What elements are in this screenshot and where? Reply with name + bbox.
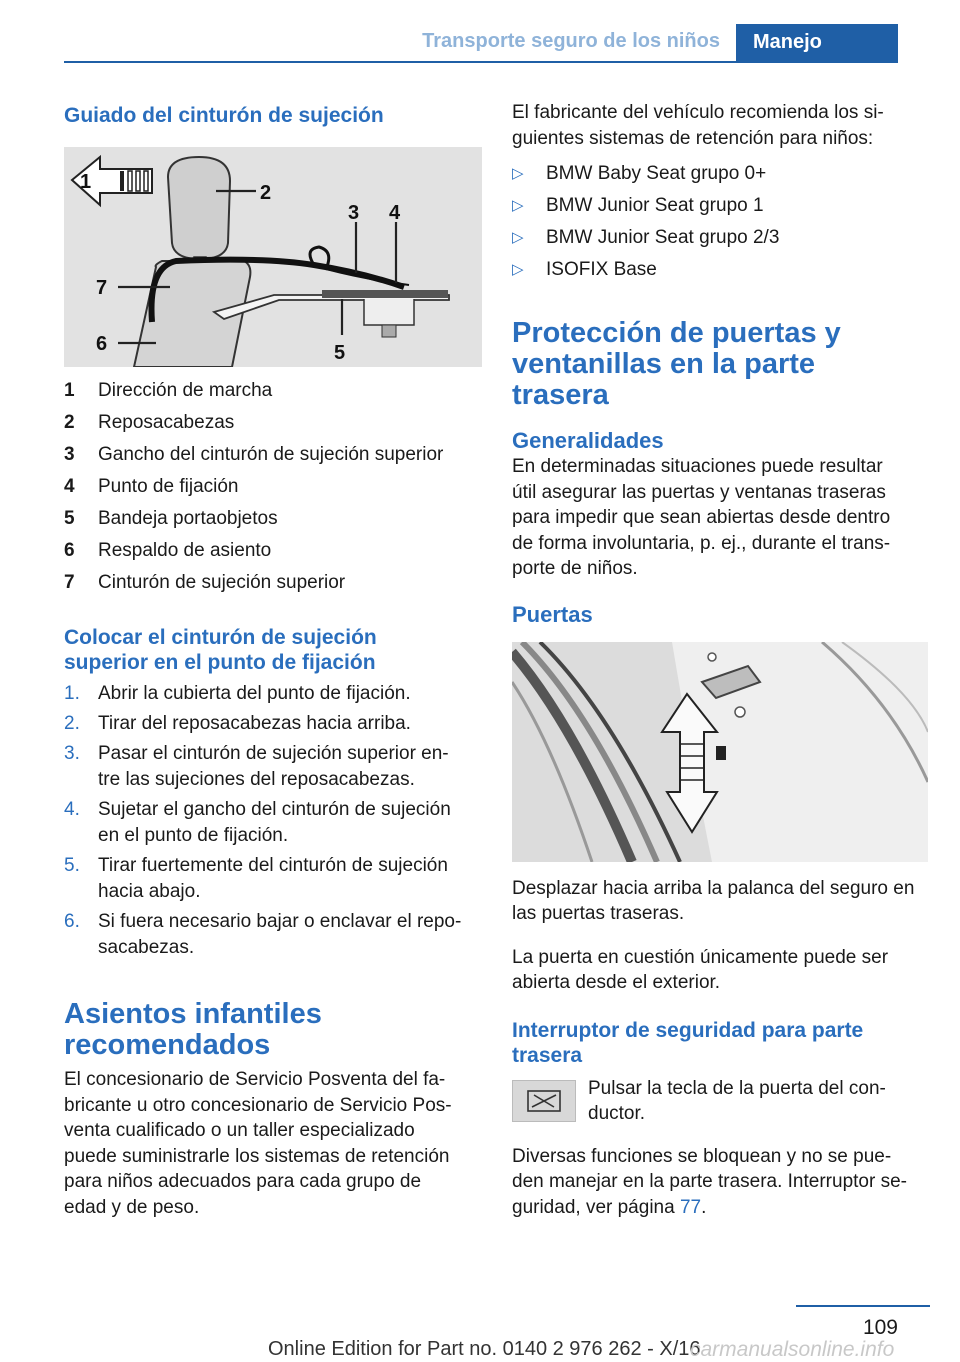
legend-item: 5 Bandeja portaobjetos [64,508,278,529]
final-paragraph: Diversas funciones se bloquean y no se pue- den manejar en la parte trasera. Interruptor se- guridad, ver página 77. [512,1145,907,1218]
legend-item: 6 Respaldo de asiento [64,540,272,561]
figure-label-4: 4 [389,202,401,224]
tether-belt-illustration [64,147,482,367]
legend-item: 2 Reposacabezas [64,412,235,433]
step-item: 3. Pasar el cinturón de sujeción superior en- tre las sujeciones del reposacabezas. [64,743,449,790]
header-rule [64,61,898,63]
seat-list [512,158,930,286]
edition-text: Online Edition for Part no. 0140 2 976 262 - X/16 [268,1338,701,1360]
general-paragraph: En determinadas situaciones puede resultar útil asegurar las puertas y ventanas traseras para impedir que sean abiertas desde dentro de forma involuntaria, p. ej., durante el trans- porte de niños. [512,456,891,579]
figure-label-2: 2 [260,182,272,204]
heading-safety-switch: Interruptor de seguridad para parte trasera [512,1018,864,1067]
right-column [512,100,930,1220]
recommended-seats-paragraph: El concesionario de Servicio Posventa del fa- bricante u otro concesionario de Servicio Pos- venta cualificado o un taller especializado puede suministrarle los sistemas de retención para niños adecuados para cada grupo de edad y de peso. [64,1069,452,1218]
legend-item: 1 Dirección de marcha [64,380,273,401]
page-number: 109 [862,1316,898,1339]
doors-paragraph-1: Desplazar hacia arriba la palanca del seguro en las puertas traseras. [512,877,915,924]
heading-doors: Puertas [512,601,593,627]
legend-item: 3 Gancho del cinturón de sujeción superior [64,444,444,465]
legend-item: 7 Cinturón de sujeción superior [64,572,346,593]
seat-list-item: ▷ ISOFIX Base [512,254,930,286]
page-77-link[interactable]: 77 [679,1196,702,1218]
figure-label-1: 1 [80,171,92,193]
step-item: 5. Tirar fuertemente del cinturón de sujeción hacia abajo. [64,855,448,902]
seat-list-item: ▷ BMW Junior Seat grupo 2/3 [512,222,930,254]
manufacturer-intro: El fabricante del vehículo recomienda los si- guientes sistemas de retención para niños: [512,102,884,149]
figure-label-3: 3 [348,202,360,224]
step-item: 6. Si fuera necesario bajar o enclavar el repo- sacabezas. [64,911,462,958]
watermark: carmanualsonline.info [690,1338,895,1361]
legend-item: 4 Punto de fijación [64,476,239,497]
heading-belt-guide: Guiado del cinturón de sujeción [64,104,384,127]
triangle-bullet-icon: ▷ [512,229,524,246]
triangle-bullet-icon: ▷ [512,197,524,214]
window-lock-button-icon [512,1080,576,1122]
header-chapter-tab: Manejo [736,24,898,62]
seat-list-item: ▷ BMW Junior Seat grupo 1 [512,190,930,222]
page-header [0,0,960,62]
triangle-bullet-icon: ▷ [512,261,524,278]
switch-text: Pulsar la tecla de la puerta del con- ductor. [588,1077,886,1124]
heading-recommended-seats: Asientos infantiles recomendados [64,998,322,1061]
figure-label-6: 6 [96,333,108,355]
step-item: 2. Tirar del reposacabezas hacia arriba. [64,713,411,734]
doors-paragraph-2: La puerta en cuestión únicamente puede ser abierta desde el exterior. [512,946,889,993]
door-lock-illustration [512,642,928,862]
steps-list [64,681,482,961]
seat-list-item: ▷ BMW Baby Seat grupo 0+ [512,158,930,190]
step-item: 1. Abrir la cubierta del punto de fijación. [64,683,411,704]
heading-general: Generalidades [512,428,664,453]
figure-legend [64,375,482,599]
heading-door-protection: Protección de puertas y ventanillas en la parte trasera [512,317,841,411]
step-item: 4. Sujetar el gancho del cinturón de sujeción en el punto de fijación. [64,799,451,846]
heading-attach-belt: Colocar el cinturón de sujeción superior en el punto de fijación [64,626,377,674]
header-section-title: Transporte seguro de los niños [422,30,720,52]
figure-label-5: 5 [334,342,346,364]
figure-tether-belt [64,147,482,367]
footer-rule [796,1305,930,1307]
figure-door-lock [512,642,928,862]
switch-instruction [512,1076,930,1127]
left-column [64,100,482,1220]
triangle-bullet-icon: ▷ [512,165,524,182]
figure-label-7: 7 [96,277,108,299]
